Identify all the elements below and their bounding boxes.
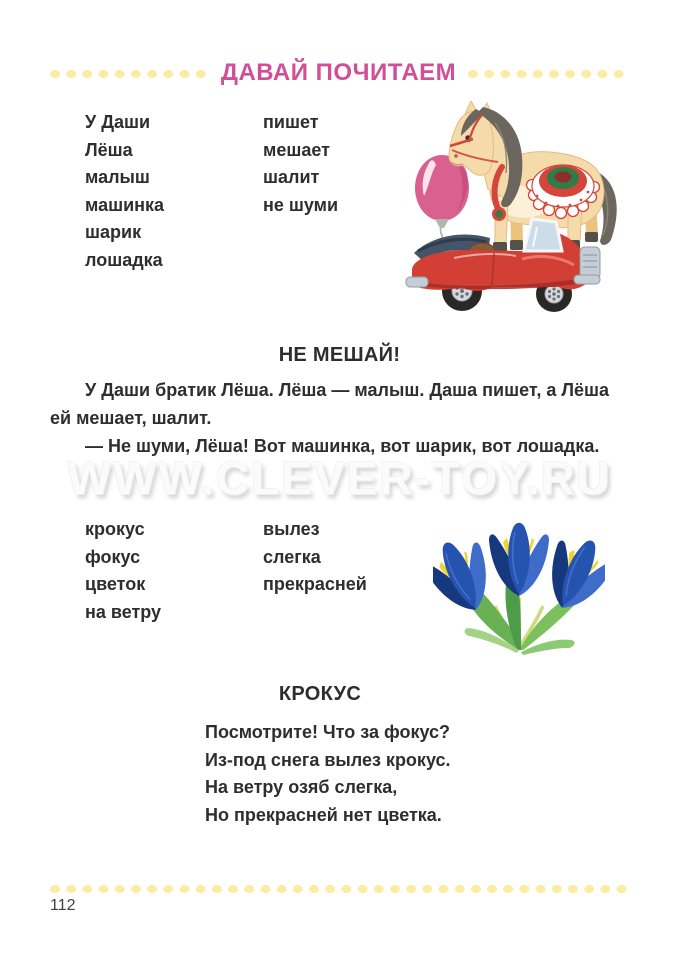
story-line: — Не шуми, Лёша! Вот машинка, вот шарик, вот лошадка. (85, 435, 600, 456)
word-item: шалит (263, 167, 320, 187)
word-item: не шуми (263, 194, 339, 215)
crocus-flowers (433, 523, 605, 655)
poem-text (205, 719, 640, 829)
poem-title: КРОКУС (278, 683, 362, 705)
story-line: У Даши братик Лёша. Лёша — малыш. Даша пишет, а Лёша (85, 380, 610, 400)
word-item: фокус (85, 546, 141, 567)
story-line: ей мешает, шалит. (50, 407, 212, 428)
word-item: цветок (85, 574, 146, 594)
word-item: мешает (263, 139, 330, 160)
word-item: слегка (263, 546, 321, 567)
word-list-1-col-1 (85, 109, 164, 274)
decorative-dots-bottom (50, 884, 633, 894)
word-item: машинка (85, 194, 165, 215)
word-item: шарик (85, 222, 142, 242)
page-title: ДАВАЙ ПОЧИТАЕМ (220, 59, 457, 86)
story-title: НЕ МЕШАЙ! (278, 344, 401, 366)
poem-line: Из-под снега вылез крокус. (205, 749, 451, 770)
page-number: 112 (50, 897, 76, 914)
word-item: У Даши (85, 112, 151, 132)
crocus-illustration (433, 506, 605, 658)
decorative-dots-left (50, 69, 209, 79)
word-item: лошадка (85, 249, 163, 270)
word-item: прекрасней (263, 574, 367, 594)
word-item: пишет (263, 112, 319, 132)
horse-car-balloon-illustration (398, 101, 630, 316)
poem-line: На ветру озяб слегка, (205, 777, 398, 797)
word-item: крокус (85, 519, 145, 539)
word-item: вылез (263, 519, 320, 539)
poem-line: Но прекрасней нет цветка. (205, 804, 442, 825)
section-header (50, 58, 627, 88)
poem-line: Посмотрите! Что за фокус? (205, 722, 451, 742)
word-item: на ветру (85, 601, 162, 622)
word-list-2-col-2 (263, 516, 367, 599)
word-list-2-col-1 (85, 516, 161, 626)
decorative-dots-right (468, 69, 627, 79)
story-text (50, 377, 609, 460)
word-item: Лёша (85, 139, 133, 160)
poem-section (0, 683, 640, 829)
watermark: WWW.CLEVER-TOY.RU (67, 452, 612, 504)
word-list-1-col-2 (263, 109, 338, 219)
word-item: малыш (85, 167, 150, 187)
